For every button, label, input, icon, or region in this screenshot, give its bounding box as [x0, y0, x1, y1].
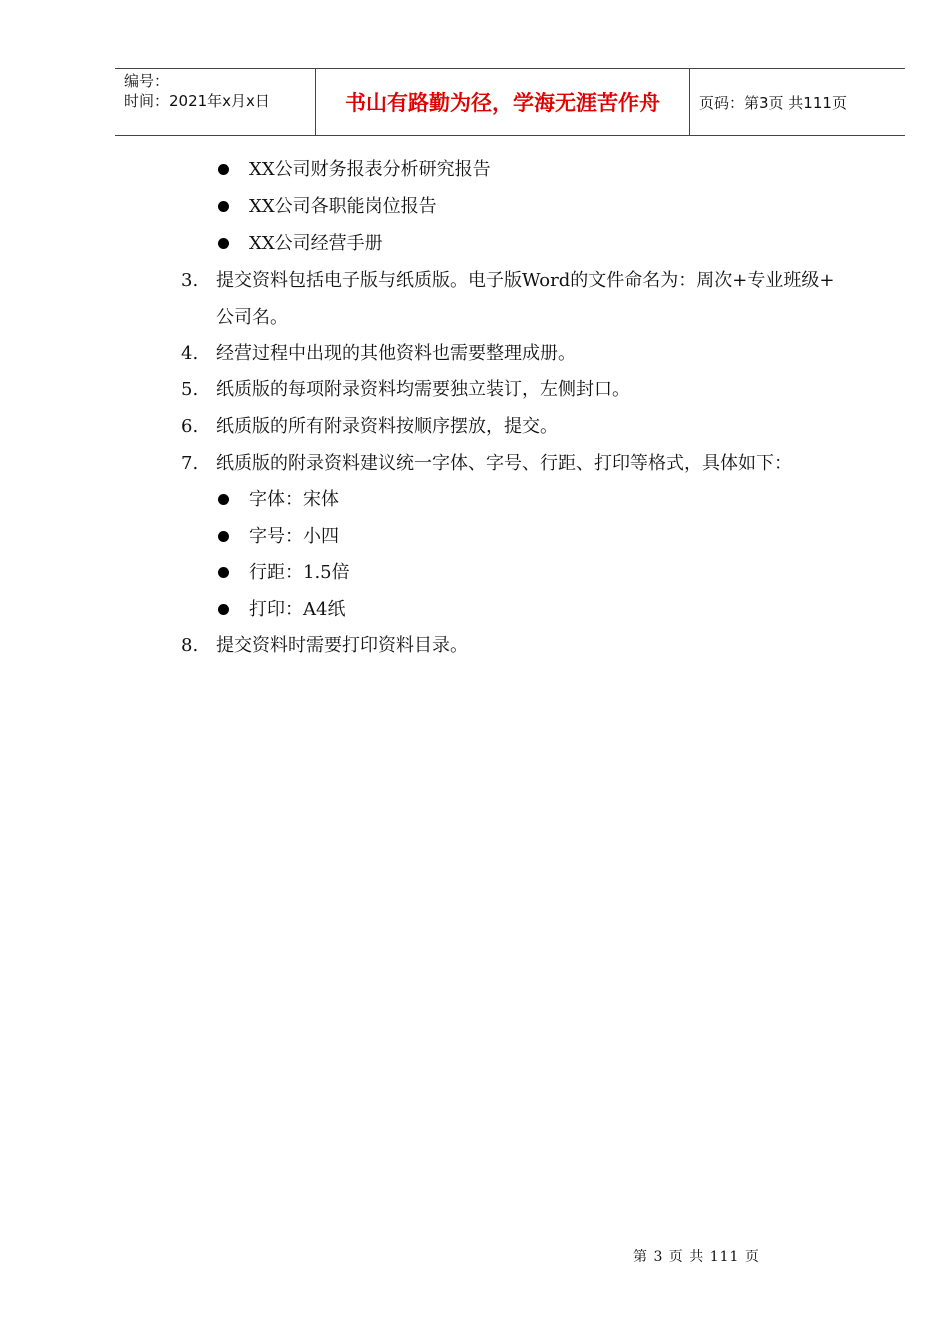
- list-item-text: 字号：小四: [249, 526, 339, 547]
- item-text: 纸质版的每项附录资料均需要独立装订，左侧封口。: [216, 379, 630, 400]
- list-item-text: XX公司财务报表分析研究报告: [249, 159, 491, 180]
- item-text: 提交资料时需要打印资料目录。: [216, 635, 468, 656]
- bullet-icon: [218, 494, 229, 505]
- bullet-icon: [218, 604, 229, 615]
- page-footer: 第 3 页 共 111 页: [633, 1249, 760, 1265]
- list-item-text: 字体：宋体: [249, 489, 339, 510]
- time-label: 时间：2021年x月x日: [124, 92, 270, 110]
- item-text: 纸质版的所有附录资料按顺序摆放，提交。: [216, 416, 558, 437]
- header-page-label: 页码：第3页 共111页: [699, 93, 847, 112]
- item-text-continuation: 公司名。: [216, 307, 288, 328]
- bullet-icon: [218, 238, 229, 249]
- item-number: 5.: [181, 379, 199, 400]
- list-item-text: 打印：A4纸: [249, 599, 346, 620]
- item-number: 4.: [181, 343, 199, 364]
- item-text: 提交资料包括电子版与纸质版。电子版Word的文件命名为：周次+专业班级+: [216, 270, 835, 291]
- bullet-icon: [218, 531, 229, 542]
- item-number: 8.: [181, 635, 199, 656]
- header-motto: 书山有路勤为径，学海无涯苦作舟: [316, 69, 690, 135]
- list-item-text: XX公司各职能岗位报告: [249, 196, 437, 217]
- item-number: 7.: [181, 453, 199, 474]
- bullet-icon: [218, 567, 229, 578]
- number-label: 编号：: [124, 72, 170, 90]
- item-text: 纸质版的附录资料建议统一字体、字号、行距、打印等格式，具体如下：: [216, 453, 792, 474]
- item-text: 经营过程中出现的其他资料也需要整理成册。: [216, 343, 576, 364]
- list-item-text: 行距：1.5倍: [249, 562, 350, 583]
- item-number: 3.: [181, 270, 199, 291]
- item-number: 6.: [181, 416, 199, 437]
- header-meta: [115, 69, 316, 135]
- list-item-text: XX公司经营手册: [249, 233, 383, 254]
- bullet-icon: [218, 201, 229, 212]
- page-header: [115, 68, 905, 136]
- bullet-icon: [218, 164, 229, 175]
